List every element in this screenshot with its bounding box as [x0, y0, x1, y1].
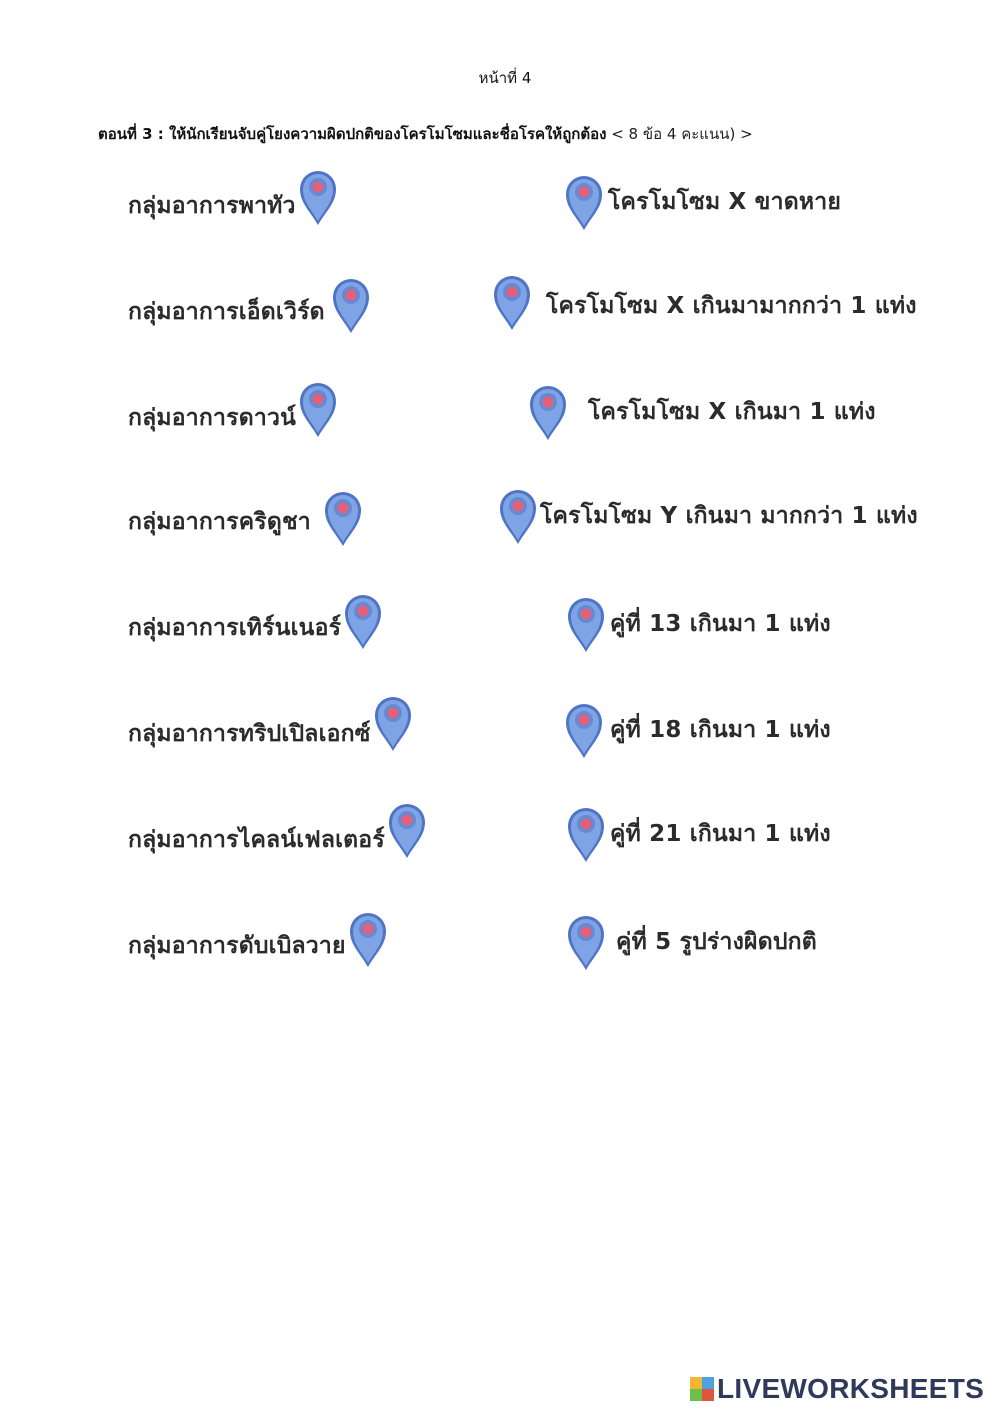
map-pin-icon[interactable] [496, 486, 540, 546]
page-number: หน้าที่ 4 [478, 69, 532, 87]
right-item-1 [562, 172, 841, 232]
map-pin-icon[interactable] [564, 594, 608, 654]
map-pin-icon[interactable] [329, 275, 373, 335]
right-item-8 [564, 912, 817, 972]
left-label: กลุ่มอาการทริปเปิลเอกซ์ [128, 721, 371, 747]
right-item-2 [490, 276, 917, 336]
map-pin-icon[interactable] [526, 382, 570, 442]
right-item-5 [564, 594, 831, 654]
logo-mark-icon [690, 1377, 714, 1401]
right-label: โครโมโซม Y เกินมา มากกว่า 1 แท่ง [540, 503, 918, 529]
right-label: โครโมโซม X เกินมามากกว่า 1 แท่ง [546, 293, 917, 319]
left-item-4 [128, 492, 365, 552]
instruction [98, 122, 958, 146]
right-label: โครโมโซม X ขาดหาย [608, 189, 842, 215]
map-pin-icon[interactable] [321, 488, 365, 548]
left-label: กลุ่มอาการพาทัว [128, 193, 296, 219]
map-pin-icon[interactable] [564, 804, 608, 864]
right-label: โครโมโซม X เกินมา 1 แท่ง [588, 399, 876, 425]
map-pin-icon[interactable] [341, 591, 385, 651]
left-label: กลุ่มอาการเทิร์นเนอร์ [128, 615, 342, 641]
left-item-6 [128, 704, 415, 764]
map-pin-icon[interactable] [296, 379, 340, 439]
map-pin-icon[interactable] [346, 909, 390, 969]
right-label: คู่ที่ 18 เกินมา 1 แท่ง [610, 717, 831, 743]
instruction-score: < 8 ข้อ 4 คะแนน) > [606, 125, 753, 143]
left-item-7 [128, 810, 429, 870]
left-item-8 [128, 916, 390, 976]
right-item-4 [496, 486, 918, 546]
right-item-6 [562, 700, 831, 760]
left-label: กลุ่มอาการเอ็ดเวิร์ด [128, 299, 325, 325]
left-item-3 [128, 388, 340, 448]
left-item-1 [128, 176, 340, 236]
left-label: กลุ่มอาการคริดูชา [128, 509, 311, 535]
right-label: คู่ที่ 21 เกินมา 1 แท่ง [610, 821, 831, 847]
map-pin-icon[interactable] [562, 700, 606, 760]
matching-panel [118, 160, 918, 980]
right-item-3 [526, 382, 876, 442]
right-label: คู่ที่ 13 เกินมา 1 แท่ง [610, 611, 831, 637]
right-item-7 [564, 804, 831, 864]
left-label: กลุ่มอาการไคลน์เฟลเตอร์ [128, 827, 385, 853]
left-label: กลุ่มอาการดับเบิลวาย [128, 933, 346, 959]
map-pin-icon[interactable] [296, 167, 340, 227]
left-item-2 [128, 282, 373, 342]
map-pin-icon[interactable] [385, 800, 429, 860]
right-label: คู่ที่ 5 รูปร่างผิดปกติ [616, 929, 817, 955]
left-label: กลุ่มอาการดาวน์ [128, 405, 296, 431]
map-pin-icon[interactable] [562, 172, 606, 232]
logo-text: LIVEWORKSHEETS [717, 1373, 985, 1404]
map-pin-icon[interactable] [564, 912, 608, 972]
instruction-text: ตอนที่ 3 : ให้นักเรียนจับคู่โยงความผิดปกติของโครโมโซมและชื่อโรคให้ถูกต้อง [98, 125, 607, 143]
liveworksheets-logo [690, 1372, 984, 1406]
map-pin-icon[interactable] [490, 272, 534, 332]
left-item-5 [128, 598, 385, 658]
map-pin-icon[interactable] [371, 693, 415, 753]
